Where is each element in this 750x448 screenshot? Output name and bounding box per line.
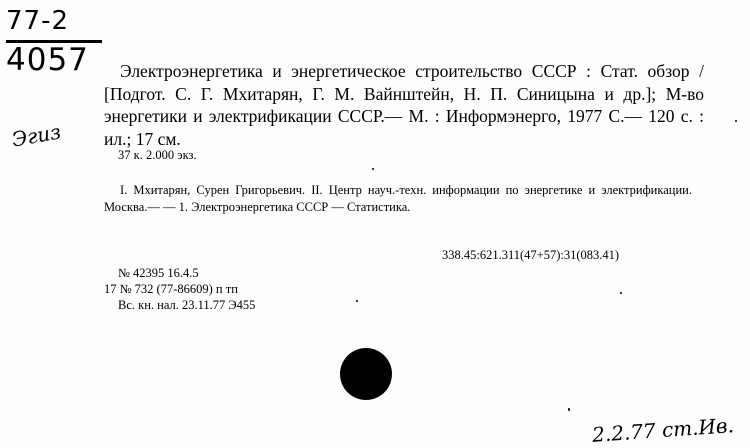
handwritten-margin-note: Эгиз bbox=[10, 119, 63, 152]
handwritten-date-note: 2.2.77 ст.Ив. bbox=[591, 413, 735, 447]
scan-speck bbox=[372, 168, 374, 170]
handwritten-code-top: 77-2 bbox=[6, 6, 70, 36]
card-punch-hole bbox=[340, 348, 392, 400]
registry-line-1: № 42395 16.4.5 bbox=[118, 266, 199, 280]
price-and-print-run: 37 к. 2.000 экз. bbox=[118, 148, 197, 162]
registry-block bbox=[104, 265, 255, 313]
udc-classification: 338.45:621.311(47+57):31(083.41) bbox=[442, 248, 620, 262]
bibliographic-title-paragraph: Электроэнергетика и энергетическое строительство СССР : Стат. обзор / [Подгот. С. Г. Мхитарян, Г. М. Вайнштейн, Н. П. Синицына и др.]; М-во энергетики и электрификации СССР.— М. : Информэнерго, 1977 С.— 120 с. : ил.; 17 см. bbox=[104, 61, 704, 149]
registry-line-3: Вс. кн. нал. 23.11.77 Э455 bbox=[118, 298, 256, 312]
handwritten-code-bottom: 4057 bbox=[6, 42, 89, 78]
scan-speck bbox=[620, 292, 622, 294]
registry-line-2: 17 № 732 (77-86609) п тп bbox=[104, 282, 238, 296]
scan-speck bbox=[356, 300, 358, 302]
tracings-paragraph: I. Мхитарян, Сурен Григорьевич. II. Центр науч.-техн. информации по энергетике и электрификации. Москва.— — 1. Электроэнергетика СССР — Статистика. bbox=[104, 183, 692, 214]
scan-speck bbox=[568, 408, 570, 411]
scan-speck bbox=[735, 120, 737, 122]
